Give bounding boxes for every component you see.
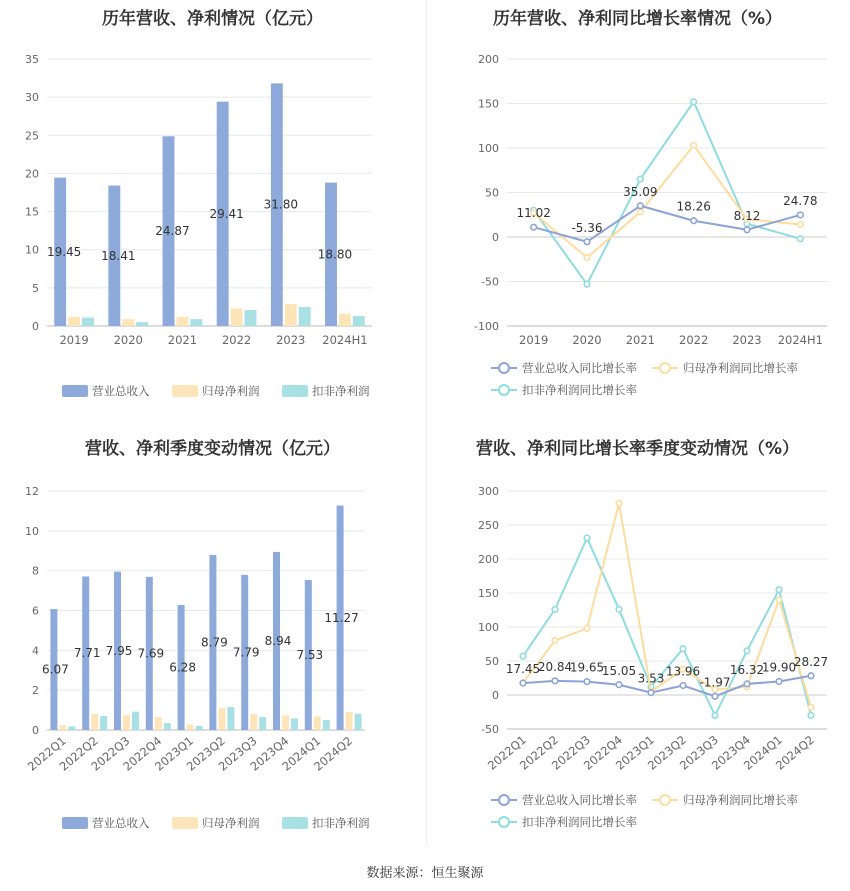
chart-title: 营收、净利同比增长率季度变动情况（%） (475, 439, 800, 459)
y-tick-label: 150 (478, 587, 499, 600)
bar-deducted-net-profit (190, 319, 202, 326)
data-point (552, 607, 558, 613)
y-tick-label: 15 (25, 205, 39, 219)
data-point (584, 239, 590, 245)
y-tick-label: 0 (32, 320, 39, 333)
bar-deducted-net-profit (136, 322, 148, 326)
bar-parent-net-profit (176, 317, 188, 326)
data-label: 7.53 (296, 648, 324, 663)
data-point (712, 713, 718, 719)
data-label: 19.45 (46, 244, 82, 259)
annual-growth-panel (425, 0, 850, 430)
data-point (552, 638, 558, 644)
data-label: 8.79 (201, 635, 228, 650)
y-tick-label: 0 (32, 724, 39, 737)
data-label: 18.41 (101, 248, 136, 263)
y-tick-label: 4 (32, 644, 39, 658)
y-tick-label: 2 (32, 684, 39, 698)
data-point (638, 203, 644, 209)
data-label: 15.05 (601, 663, 637, 678)
y-tick-label: 50 (485, 186, 499, 200)
data-point (531, 224, 537, 230)
legend-marker (499, 795, 509, 805)
bar-parent-net-profit (155, 717, 162, 730)
quarterly-growth-panel (425, 428, 850, 858)
legend-label: 扣非净利润同比增长率 (522, 815, 637, 829)
x-tick-label: 2024Q1 (740, 732, 785, 773)
x-tick-label: 2021 (167, 333, 198, 347)
data-label: 13.96 (665, 664, 701, 679)
data-label: 11.02 (516, 206, 551, 221)
bar-parent-net-profit (68, 317, 80, 326)
x-tick-label: 2023Q2 (644, 732, 689, 773)
bar-parent-net-profit (91, 714, 98, 730)
data-point (616, 500, 622, 506)
y-tick-label: 200 (478, 553, 499, 566)
data-label: 17.45 (505, 662, 541, 677)
x-tick-label: 2023Q1 (612, 732, 657, 773)
x-tick-label: 2022Q2 (516, 732, 561, 773)
legend-label: 扣非净利润同比增长率 (522, 383, 637, 397)
data-label: 11.27 (324, 610, 359, 625)
data-label: 7.71 (73, 646, 101, 661)
x-tick-label: 2023 (732, 333, 762, 347)
chart-title: 营收、净利季度变动情况（亿元） (85, 439, 340, 459)
y-tick-label: 200 (478, 53, 499, 66)
x-tick-label: 2024Q2 (311, 733, 356, 774)
x-tick-label: 2023Q2 (183, 733, 228, 774)
x-tick-label: 2024H1 (322, 333, 368, 347)
x-tick-label: 2022Q1 (24, 733, 69, 774)
legend-swatch (172, 385, 198, 397)
data-point (744, 681, 750, 687)
data-label: 6.28 (169, 660, 196, 675)
data-label: 18.26 (676, 199, 711, 214)
y-tick-label: 300 (478, 485, 499, 498)
legend-label: 营业总收入同比增长率 (522, 793, 637, 807)
legend-swatch (172, 817, 198, 829)
data-label: 24.87 (155, 224, 190, 239)
y-tick-label: 30 (25, 91, 39, 105)
data-point (808, 713, 814, 719)
legend-label: 归母净利润 (202, 384, 260, 398)
bar-parent-net-profit (339, 314, 351, 326)
bar-deducted-net-profit (68, 726, 75, 730)
bar-deducted-net-profit (259, 717, 266, 730)
data-label: -1.97 (699, 675, 731, 690)
bar-parent-net-profit (123, 715, 130, 730)
x-tick-label: 2023Q3 (676, 732, 721, 773)
data-point (691, 99, 697, 105)
data-point (798, 222, 804, 228)
data-label: 18.80 (317, 247, 353, 262)
data-label: 24.78 (783, 193, 818, 208)
data-label: 20.84 (537, 659, 573, 674)
x-tick-label: 2019 (519, 333, 549, 347)
x-tick-label: 2022Q4 (580, 732, 625, 773)
legend-label: 扣非净利润 (312, 384, 370, 398)
legend-label: 营业总收入同比增长率 (522, 361, 637, 375)
data-point (584, 281, 590, 287)
bar-parent-net-profit (346, 712, 353, 730)
legend-swatch (62, 817, 88, 829)
data-point (691, 218, 697, 224)
y-tick-label: 8 (32, 564, 39, 578)
legend-marker (499, 817, 509, 827)
data-label: 3.53 (637, 671, 665, 686)
legend-marker (499, 385, 509, 395)
data-point (520, 680, 526, 686)
y-tick-label: 0 (492, 231, 499, 244)
y-tick-label: 5 (32, 281, 39, 295)
annual-growth-chart (425, 0, 850, 430)
bar-deducted-net-profit (245, 310, 257, 326)
bar-parent-net-profit (122, 319, 134, 326)
data-point (638, 209, 644, 215)
x-tick-label: 2024Q1 (279, 733, 324, 774)
data-point (712, 694, 718, 700)
x-tick-label: 2022Q4 (120, 733, 165, 774)
data-label: 8.94 (264, 633, 292, 648)
data-point (798, 212, 804, 218)
data-point (744, 227, 750, 233)
x-tick-label: 2019 (59, 333, 89, 347)
data-point (776, 597, 782, 603)
data-point (616, 682, 622, 688)
legend-label: 营业总收入 (92, 816, 150, 830)
bar-deducted-net-profit (353, 316, 365, 326)
data-point (798, 236, 804, 242)
data-label: 29.41 (209, 206, 244, 221)
data-point (776, 587, 782, 593)
legend-marker (660, 363, 670, 373)
legend-marker (499, 363, 509, 373)
bar-deducted-net-profit (132, 712, 139, 730)
y-tick-label: 10 (25, 524, 39, 538)
legend-label: 营业总收入 (92, 384, 150, 398)
series-line-1 (534, 145, 801, 257)
data-point (520, 653, 526, 659)
data-label: 31.80 (263, 197, 298, 212)
quarterly-revenue-profit-panel (0, 428, 425, 858)
bar-parent-net-profit (218, 708, 225, 730)
bar-deducted-net-profit (291, 718, 298, 730)
data-label: 16.32 (729, 662, 765, 677)
x-tick-label: 2023Q3 (215, 733, 260, 774)
quarterly-revenue-profit-chart (0, 428, 425, 858)
y-tick-label: 6 (32, 604, 39, 618)
x-tick-label: 2024H1 (777, 333, 823, 347)
data-point (808, 673, 814, 679)
series-line-0 (523, 676, 811, 697)
data-point (584, 255, 590, 261)
data-label: 7.69 (137, 646, 165, 661)
data-label: 19.65 (569, 660, 605, 675)
bar-parent-net-profit (250, 714, 257, 730)
y-tick-label: 10 (25, 243, 39, 257)
quarterly-growth-chart (425, 428, 850, 858)
x-tick-label: 2021 (625, 333, 655, 347)
x-tick-label: 2024Q2 (772, 732, 817, 773)
x-tick-label: 2022Q1 (484, 732, 529, 773)
chart-title: 历年营收、净利同比增长率情况（%） (492, 9, 783, 29)
data-point (648, 690, 654, 696)
bar-deducted-net-profit (299, 307, 311, 326)
x-tick-label: 2022 (221, 333, 252, 347)
data-label: 6.07 (42, 662, 69, 677)
x-tick-label: 2023Q4 (708, 732, 753, 773)
bar-parent-net-profit (59, 725, 66, 730)
y-tick-label: 20 (25, 167, 39, 181)
data-label: -5.36 (571, 220, 603, 235)
bar-parent-net-profit (231, 308, 243, 326)
x-tick-label: 2022 (679, 333, 709, 347)
data-label: 7.95 (105, 643, 133, 658)
data-point (552, 678, 558, 684)
data-point (691, 143, 697, 149)
x-tick-label: 2023 (276, 333, 306, 347)
y-tick-label: 250 (478, 519, 499, 532)
y-tick-label: 50 (485, 655, 499, 668)
x-tick-label: 2020 (113, 333, 143, 347)
bar-parent-net-profit (282, 716, 289, 730)
bar-deducted-net-profit (164, 723, 171, 730)
bar-parent-net-profit (187, 724, 194, 730)
y-tick-label: 12 (25, 485, 39, 498)
annual-revenue-profit-panel (0, 0, 425, 430)
y-tick-label: 35 (25, 53, 39, 66)
bar-deducted-net-profit (227, 707, 234, 730)
bar-parent-net-profit (285, 304, 297, 326)
chart-title: 历年营收、净利情况（亿元） (102, 9, 323, 29)
y-tick-label: 25 (25, 129, 39, 143)
bar-parent-net-profit (314, 716, 321, 730)
annual-revenue-profit-chart (0, 0, 425, 430)
bar-deducted-net-profit (196, 726, 203, 730)
y-tick-label: -50 (481, 723, 499, 736)
bar-deducted-net-profit (100, 716, 107, 730)
x-tick-label: 2023Q1 (152, 733, 197, 774)
legend-label: 扣非净利润 (312, 816, 370, 830)
data-label: 28.27 (793, 654, 829, 669)
y-tick-label: 100 (478, 142, 499, 155)
legend-marker (660, 795, 670, 805)
y-tick-label: 150 (478, 97, 499, 111)
y-tick-label: 0 (492, 689, 499, 702)
y-tick-label: 100 (478, 621, 499, 634)
data-point (776, 679, 782, 685)
bar-deducted-net-profit (82, 318, 94, 326)
data-label: 7.79 (232, 645, 260, 660)
x-tick-label: 2020 (572, 333, 602, 347)
data-point (616, 607, 622, 613)
data-source-note: 数据来源：恒生聚源 (366, 866, 484, 881)
y-tick-label: -100 (474, 320, 499, 333)
x-tick-label: 2022Q3 (548, 732, 593, 773)
legend-swatch (282, 385, 308, 397)
data-label: 8.12 (733, 208, 761, 223)
x-tick-label: 2022Q2 (56, 733, 101, 774)
data-point (680, 646, 686, 652)
data-label: 19.90 (761, 660, 797, 675)
data-point (744, 648, 750, 654)
legend-label: 归母净利润同比增长率 (683, 361, 798, 375)
legend-swatch (62, 385, 88, 397)
data-label: 35.09 (623, 184, 658, 199)
x-tick-label: 2023Q4 (247, 733, 292, 774)
data-point (680, 683, 686, 689)
x-tick-label: 2022Q3 (88, 733, 133, 774)
legend-swatch (282, 817, 308, 829)
y-tick-label: -50 (481, 275, 499, 289)
legend-label: 归母净利润 (202, 816, 260, 830)
legend-label: 归母净利润同比增长率 (683, 793, 798, 807)
bar-deducted-net-profit (355, 714, 362, 730)
data-point (584, 626, 590, 632)
data-point (638, 176, 644, 182)
data-point (808, 704, 814, 710)
bar-deducted-net-profit (323, 720, 330, 730)
data-point (584, 679, 590, 685)
data-point (584, 535, 590, 541)
